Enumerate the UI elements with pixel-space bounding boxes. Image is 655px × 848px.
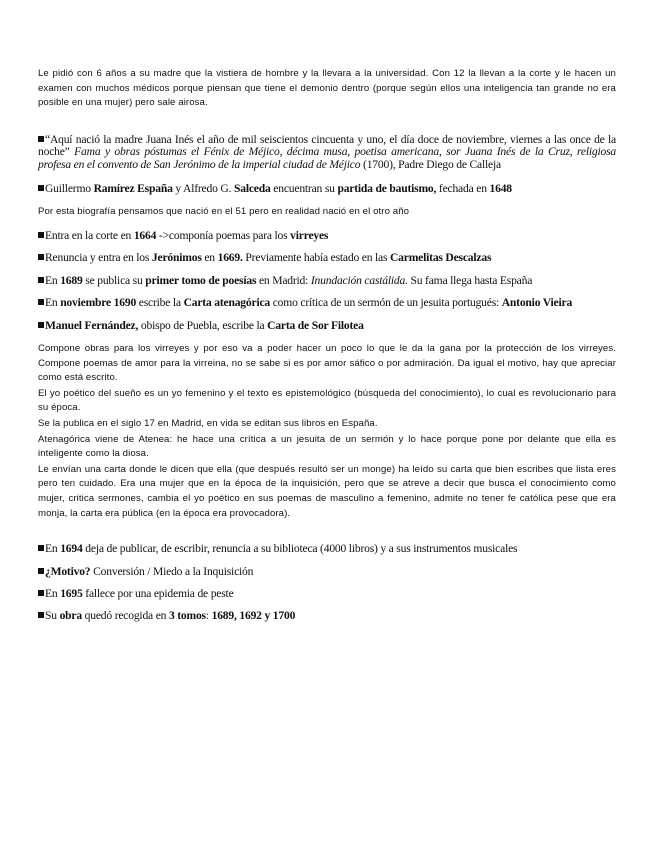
paragraph: Atenagórica viene de Atenea: he hace una crítica a un jesuita de un sermón y lo hace porque pone por delante que ella es inteligente como la diosa. bbox=[38, 433, 616, 460]
intro-paragraph: Le pidió con 6 años a su madre que la vistiera de hombre y la llevara a la universidad. Con 12 la llevan a la corte y le hacen un examen con muchos médicos porque piensan que tiene el demonio dentro (porque según ellos una inteligencia tan grande no era posible en una mujer) pero sale airosa. bbox=[38, 68, 616, 109]
quote-text: “Aquí nació la madre Juana Inés el año de mil seiscientos cincuenta y uno, el día doce de noviembre, viernes a las once de la noche” bbox=[38, 132, 616, 159]
bullet-icon bbox=[38, 232, 44, 238]
paragraph: El yo poético del sueño es un yo femenino y el texto es epistemológico (búsqueda del conocimiento), lo cual es revolucionario para su época. bbox=[38, 387, 616, 414]
item-carta: En noviembre 1690 escribe la Carta atenagórica como crítica de un sermón de un jesuita portugués: Antonio Vieira bbox=[38, 297, 616, 309]
quote-paragraph bbox=[38, 134, 616, 171]
book-title: Fama y obras póstumas el Fénix de Méjico, décima musa, poetisa americana, sor Juana Inés de la Cruz, religiosa profesa en el convento de San Jerónimo de la imperial ciudad de Méjico bbox=[38, 145, 616, 171]
note-birth: Por esta biografía pensamos que nació en el 51 pero en realidad nació en el otro año bbox=[38, 206, 410, 218]
bullet-icon bbox=[38, 185, 44, 191]
item-baptism: Guillermo Ramírez España y Alfredo G. Salceda encuentran su partida de bautismo, fechada en 1648 bbox=[38, 183, 616, 195]
item-jeronimos: Renuncia y entra en los Jerónimos en 1669. Previamente había estado en las Carmelitas Descalzas bbox=[38, 252, 616, 264]
bullet-icon bbox=[38, 322, 44, 328]
item-court: Entra en la corte en 1664 ->componía poemas para los virreyes bbox=[38, 230, 616, 242]
bullet-icon bbox=[38, 136, 44, 142]
bullet-icon bbox=[38, 277, 44, 283]
quote-source: (1700), Padre Diego de Calleja bbox=[363, 157, 501, 171]
item-filotea: Manuel Fernández, obispo de Puebla, escribe la Carta de Sor Filotea bbox=[38, 320, 616, 332]
bullet-icon bbox=[38, 590, 44, 596]
item-motive: ¿Motivo? Conversión / Miedo a la Inquisición bbox=[38, 566, 616, 578]
bullet-icon bbox=[38, 545, 44, 551]
commentary-block bbox=[38, 342, 616, 521]
paragraph: Compone obras para los virreyes y por eso va a poder hacer un poco lo que le da la gana por la protección de los virreyes. Compone poemas de amor para la virreina, no se sabe si es por amor sáfico o por admiración. Da igual el motivo, hay que apreciar como está escrito. bbox=[38, 343, 616, 384]
document-page bbox=[38, 67, 616, 633]
bullet-icon bbox=[38, 254, 44, 260]
paragraph: Se la publica en el siglo 17 en Madrid, en vida se editan sus libros en España. bbox=[38, 418, 378, 429]
bullet-icon bbox=[38, 612, 44, 618]
paragraph: Le envían una carta donde le dicen que ella (que después resultó ser un monge) ha leído su carta que bien escribes que lista eres pero ten cuidado. Era una mujer que en la época de la inquisición, pero que se atreve a decir que busca el conocimiento como mujer, critica sermones, cambia el yo poético en sus poemas de masculino a femenino, admite no tener fe católica pese que era monja, la carta era pública (en la época era provocadora). bbox=[38, 463, 616, 519]
item-1694: En 1694 deja de publicar, de escribir, renuncia a su biblioteca (4000 libros) y a sus instrumentos musicales bbox=[38, 543, 616, 555]
item-1695: En 1695 fallece por una epidemia de peste bbox=[38, 588, 616, 600]
item-poems: En 1689 se publica su primer tomo de poesías en Madrid: Inundación castálida. Su fama llega hasta España bbox=[38, 275, 616, 287]
item-obra: Su obra quedó recogida en 3 tomos: 1689, 1692 y 1700 bbox=[38, 610, 616, 622]
bullet-icon bbox=[38, 299, 44, 305]
bullet-icon bbox=[38, 568, 44, 574]
